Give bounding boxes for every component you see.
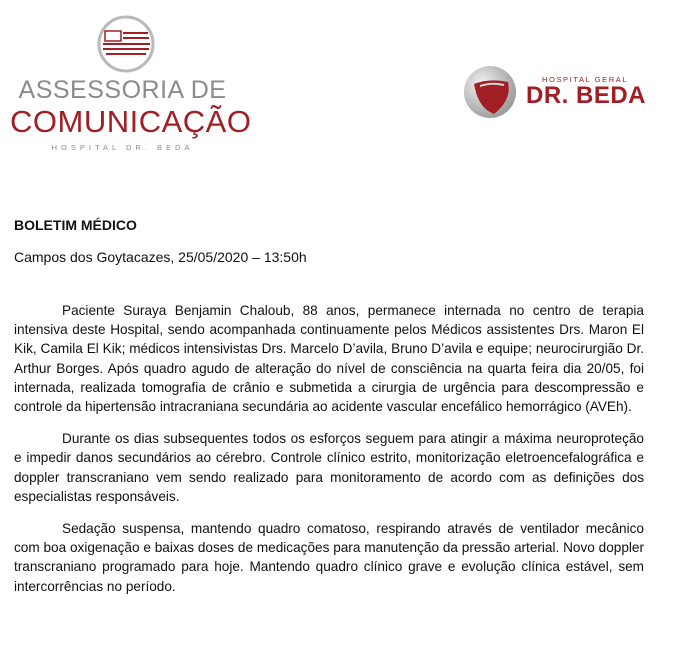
assessoria-logo xyxy=(10,14,252,152)
document-body xyxy=(14,301,644,609)
logo-line-assessoria: ASSESSORIA DE xyxy=(18,76,227,104)
paragraph-1: Paciente Suraya Benjamin Chaloub, 88 anos, permanece internada no centro de terapia intensiva deste Hospital, sendo acompanhada continuamente pelos Médicos assistentes Drs. Maron El Kik, Camila El Kik; médicos intensivistas Drs. Marcelo D’avila, Bruno D’avila e equipe; neurocirurgião Dr. Arthur Borges. Após quadro agudo de alteração do nível de consciência na quarta feira dia 20/05, foi internada, realizada tomografia de crânio e submetida a cirurgia de urgência para descompressão e controle da hipertensão intracraniana secundária ao acidente vascular encefálico hemorrágico (AVEh). xyxy=(14,303,644,415)
hospital-logo xyxy=(460,62,650,122)
hospital-geral-label: HOSPITAL GERAL xyxy=(542,75,629,84)
paragraph-3: Sedação suspensa, mantendo quadro comatoso, respirando através de ventilador mecânico com boa oxigenação e baixas doses de medicações para manutenção da pressão arterial. Novo doppler transcraniano programado para hoje. Mantendo quadro clínico grave e evolução clínica estável, sem intercorrências no período. xyxy=(14,521,644,594)
paragraph-2: Durante os dias subsequentes todos os esforços seguem para atingir a máxima neuroproteção e impedir danos secundários ao cérebro. Controle clínico estrito, monitorização eletroencefalográfica e doppler transcraniano vem sendo realizado para monitoramento de acordo com as definições dos especialistas responsáveis. xyxy=(14,431,644,504)
sphere-emblem-icon xyxy=(460,62,520,122)
dateline: Campos dos Goytacazes, 25/05/2020 – 13:50h xyxy=(14,249,307,265)
document-title: BOLETIM MÉDICO xyxy=(14,217,137,233)
dr-beda-label: DR. BEDA xyxy=(526,82,647,109)
logo-line-comunicacao: COMUNICAÇÃO xyxy=(10,104,252,139)
flag-emblem-icon xyxy=(96,14,156,74)
logo-line-hospital: HOSPITAL DR. BEDA xyxy=(51,143,194,152)
